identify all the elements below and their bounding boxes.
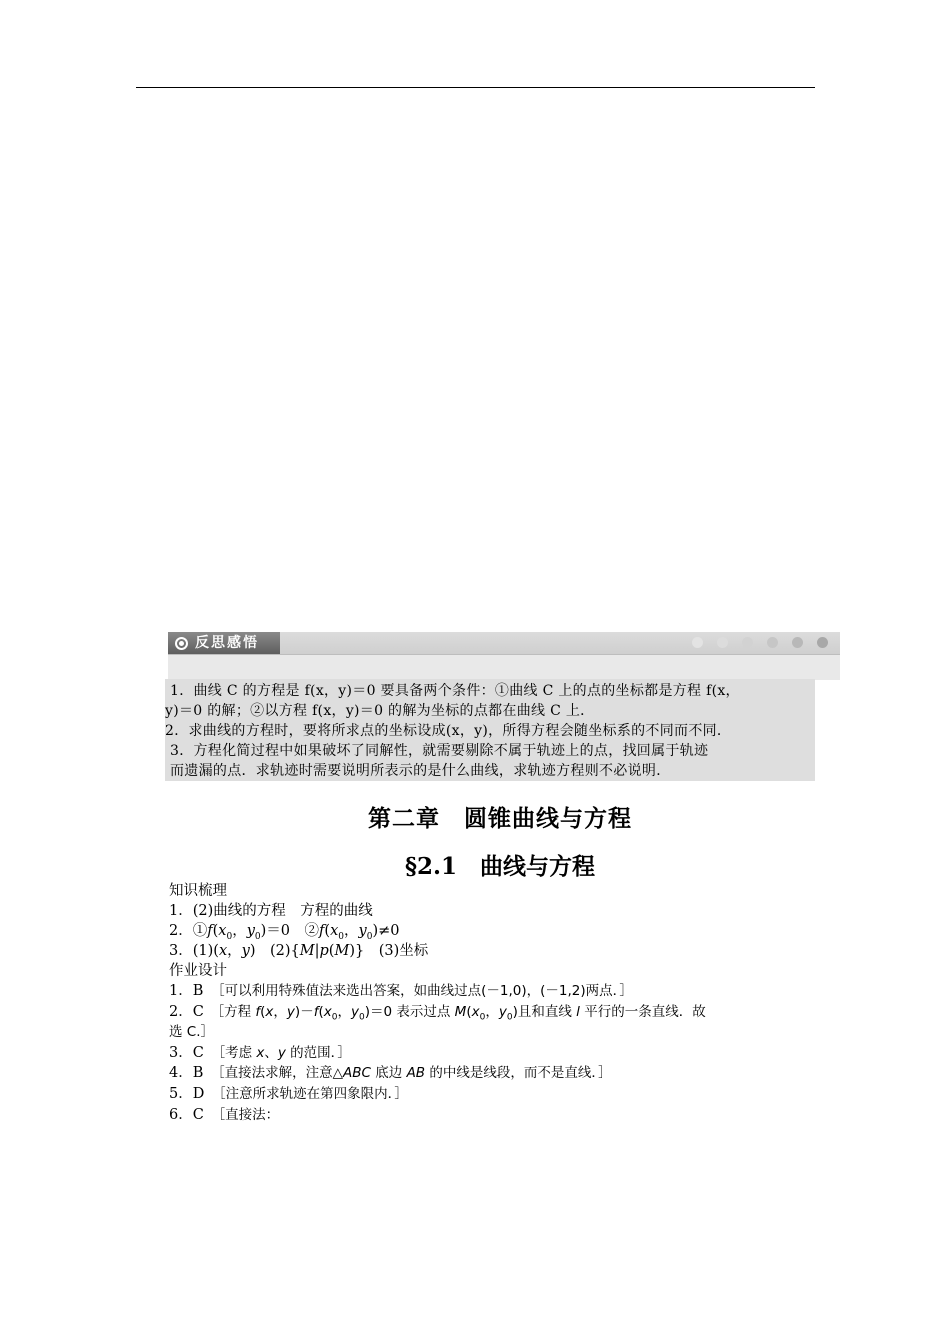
math-var: f — [255, 1004, 261, 1020]
answer-line — [169, 901, 373, 921]
math-var: f — [207, 923, 213, 939]
math-var: f — [313, 1004, 319, 1020]
math-var: x — [471, 1004, 480, 1020]
answer-text: ， — [485, 1004, 499, 1020]
reflection-line: y)＝0 的解；②以方程 f(x，y)＝0 的解为坐标的点都在曲线 C 上． — [165, 703, 595, 719]
answer-line-cont: 选 C.］ — [169, 1024, 215, 1040]
answer-text: ［可以利用特殊值法来选出答案，如曲线过点(－1,0)，(－1,2)两点．］ — [217, 983, 633, 999]
reflection-line: 1．曲线 C 的方程是 f(x，y)＝0 要具备两个条件：①曲线 C 上的点的坐标都是方程 f(x， — [170, 683, 740, 699]
answer-number: 2．C — [169, 1004, 204, 1020]
math-var: x — [256, 1045, 265, 1061]
math-var: f — [319, 923, 325, 939]
banner-dot — [742, 637, 753, 648]
answer-line — [169, 1063, 612, 1083]
banner-dot — [767, 637, 778, 648]
math-var: x — [330, 923, 339, 939]
item-text: (2)曲线的方程 方程的曲线 — [192, 903, 373, 919]
reflection-banner — [168, 632, 840, 680]
item-text: (1)( — [192, 943, 219, 959]
item-text: ， — [232, 923, 247, 939]
answer-text: )且和直线 — [512, 1004, 577, 1020]
banner-dot — [817, 637, 828, 648]
item-text: | — [314, 943, 320, 959]
math-var: x — [218, 943, 228, 959]
item-number: 1． — [169, 903, 193, 919]
math-var: y — [246, 923, 255, 939]
answer-line — [169, 1084, 408, 1104]
answer-text: )＝0 表示过点 — [364, 1004, 455, 1020]
math-var: y — [498, 1004, 507, 1020]
math-var: y — [350, 1004, 359, 1020]
subscript: 0 — [479, 1012, 486, 1023]
answer-text: ［方程 — [217, 1004, 256, 1020]
item-text: ( — [324, 923, 331, 939]
answer-text: 底边 — [370, 1065, 407, 1081]
header-rule — [136, 87, 815, 88]
banner-tab — [168, 632, 280, 654]
answer-number: 4．B — [169, 1065, 204, 1081]
answer-text: ( — [318, 1004, 324, 1020]
homework-heading: 作业设计 — [169, 963, 227, 979]
subscript: 0 — [358, 1012, 365, 1023]
answer-text: ［考虑 — [218, 1045, 257, 1061]
answer-line — [169, 941, 428, 961]
knowledge-heading: 知识梳理 — [169, 883, 227, 899]
item-text: ) (2){ — [249, 943, 300, 959]
item-text: ( — [328, 943, 335, 959]
answer-line — [169, 1002, 706, 1028]
answer-text: 的范围．］ — [285, 1045, 351, 1061]
banner-dot — [692, 637, 703, 648]
answer-text: 平行的一条直线．故 — [579, 1004, 706, 1020]
answer-text: ［直接法： — [218, 1107, 280, 1123]
answer-number: 3．C — [169, 1045, 204, 1061]
item-text: )＝0 ② — [260, 923, 320, 939]
answer-text: ( — [466, 1004, 472, 1020]
answer-number: 1．B — [169, 983, 204, 999]
answer-text: )－ — [294, 1004, 314, 1020]
target-icon — [175, 637, 188, 650]
subscript: 0 — [226, 931, 233, 942]
chapter-title: 第二章 圆锥曲线与方程 — [368, 806, 632, 832]
math-var: M — [334, 943, 350, 959]
math-var: x — [218, 923, 227, 939]
math-var: M — [454, 1004, 467, 1020]
banner-title: 反思感悟 — [195, 635, 259, 651]
reflection-line: 2．求曲线的方程时，要将所求点的坐标设成(x，y)，所得方程会随坐标系的不同而不同． — [165, 723, 732, 739]
answer-text: ［直接法求解，注意△ — [217, 1065, 344, 1081]
item-text: ， — [227, 943, 242, 959]
banner-divider — [168, 654, 840, 655]
subscript: 0 — [338, 931, 344, 942]
item-text: ① — [192, 923, 208, 939]
answer-text — [218, 1045, 351, 1061]
answer-number: 5．D — [169, 1086, 205, 1102]
banner-dots — [683, 637, 828, 649]
subscript: 0 — [506, 1012, 513, 1023]
answer-text: 、 — [264, 1045, 278, 1061]
answer-line — [169, 981, 633, 1001]
reflection-line: 3．方程化简过程中如果破坏了同解性，就需要剔除不属于轨迹上的点，找回属于轨迹 — [170, 743, 709, 759]
math-var: AB — [406, 1065, 426, 1081]
math-var: M — [299, 943, 315, 959]
section-name: 曲线与方程 — [480, 854, 596, 880]
math-var: p — [319, 943, 329, 959]
section-title — [0, 848, 950, 881]
math-var: y — [286, 1004, 295, 1020]
section-number: §2.1 — [404, 853, 458, 880]
answer-text: ( — [260, 1004, 266, 1020]
subscript: 0 — [331, 1012, 338, 1023]
item-text: )} (3)坐标 — [349, 943, 429, 959]
math-var: x — [323, 1004, 332, 1020]
answer-text: ［注意所求轨迹在第四象限内．］ — [218, 1086, 408, 1102]
math-var: y — [277, 1045, 286, 1061]
banner-dot — [792, 637, 803, 648]
math-var: l — [576, 1004, 580, 1020]
answer-text — [218, 1065, 612, 1081]
math-var: y — [241, 943, 250, 959]
math-var: y — [358, 923, 367, 939]
answer-text: ， — [273, 1004, 287, 1020]
subscript: 0 — [254, 931, 261, 942]
item-text: ， — [344, 923, 359, 939]
item-number: 2． — [169, 923, 193, 939]
answer-line — [169, 1105, 279, 1125]
math-var: ABC — [343, 1065, 371, 1081]
item-text: ( — [212, 923, 219, 939]
subscript: 0 — [366, 931, 373, 942]
banner-dot — [717, 637, 728, 648]
answer-line — [169, 1043, 351, 1063]
item-text: )≠0 — [372, 923, 400, 939]
item-number: 3． — [169, 943, 193, 959]
answer-text: ， — [337, 1004, 351, 1020]
answer-text: 的中线是线段，而不是直线．］ — [425, 1065, 612, 1081]
answer-number: 6．C — [169, 1107, 204, 1123]
math-var: x — [265, 1004, 274, 1020]
reflection-line: 而遗漏的点．求轨迹时需要说明所表示的是什么曲线，求轨迹方程则不必说明． — [170, 763, 671, 779]
